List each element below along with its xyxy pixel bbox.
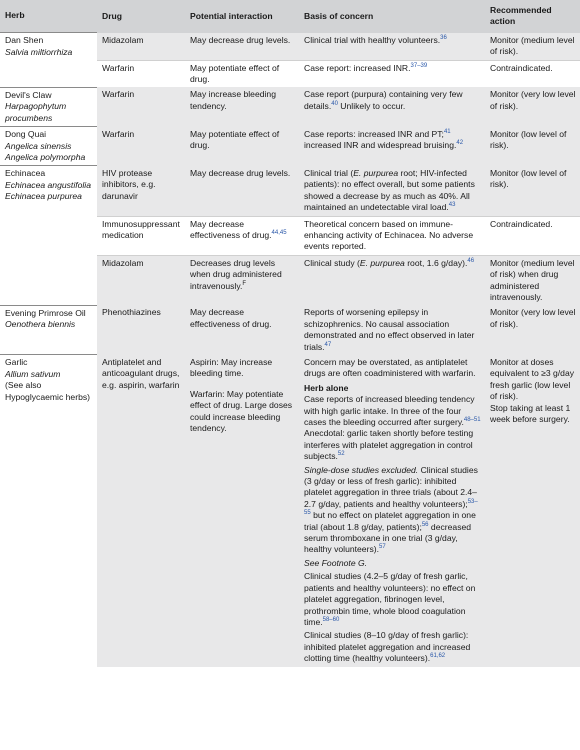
interaction-cell: May decrease effectiveness of drug. (185, 305, 299, 355)
basis-text: decreased serum thromboxane in one trial (3 g/day, healthy volunteers). (304, 521, 472, 555)
action-cell: Monitor (very low level of risk). (485, 87, 580, 126)
reference-link[interactable]: 47 (324, 341, 332, 348)
interaction-cell: May decrease drug levels. (185, 33, 299, 60)
reference-link[interactable]: 44,45 (271, 230, 287, 237)
basis-text: Clinical studies (4.2–5 g/day of fresh garlic, patients and healthy volunteers): no effect on platelet aggregation, fibrinogen level, prothrombin time, whole blood coagulation time. (304, 571, 476, 627)
drug-cell: Antiplatelet and anticoagulant drugs, e.g. aspirin, warfarin (97, 355, 185, 667)
action-cell (485, 355, 580, 667)
drug-cell: Warfarin (97, 60, 185, 87)
col-header-basis: Basis of concern (299, 0, 485, 33)
reference-link[interactable]: 43 (448, 202, 456, 209)
reference-link[interactable]: 53–55 (304, 498, 478, 517)
basis-text: root, 1.6 g/day). (404, 257, 468, 268)
drug-cell: Immunosuppressant medication (97, 216, 185, 255)
basis-text: Clinical studies (8–10 g/day of fresh garlic): inhibited platelet aggregation and increased clotting time (healthy volunteers). (304, 630, 471, 664)
table-row (0, 305, 580, 355)
reference-link[interactable]: 52 (337, 451, 345, 458)
col-header-drug: Drug (97, 0, 185, 33)
basis-text: Case reports of increased bleeding tendency with high garlic intake. In three of the four cases the bleeding occurred after surgery. (304, 394, 475, 427)
action-cell: Monitor (medium level of risk). (485, 33, 580, 60)
basis-text: Anecdotal: garlic taken shortly before testing interferes with platelet aggregation in control subjects. (304, 428, 474, 462)
action-cell: Monitor (medium level of risk) when drug administered intravenously. (485, 255, 580, 305)
basis-cell (299, 33, 485, 60)
interaction-text: Warfarin: May potentiate effect of drug. Large doses could increase bleeding tendency. (190, 388, 293, 433)
herb-cell (0, 355, 97, 667)
basis-text: Clinical trial ( (304, 167, 354, 178)
col-header-herb: Herb (0, 0, 97, 33)
herb-name: Devil's Claw (5, 89, 52, 100)
basis-cell (299, 355, 485, 667)
footnote-reference: See Footnote G. (304, 557, 368, 568)
herb-scientific-name: Angelica polymorpha (5, 151, 86, 162)
footnote-marker: F (242, 280, 247, 287)
basis-text: Clinical trial with healthy volunteers. (304, 34, 441, 45)
action-cell: Monitor (very low level of risk). (485, 305, 580, 355)
basis-text: Reports of worsening epilepsy in schizophrenics. No causal association demonstrated and no effect observed in later trials. (304, 307, 475, 352)
section-heading: Herb alone (304, 382, 349, 393)
herb-cell (0, 305, 97, 355)
basis-cell (299, 255, 485, 305)
interaction-cell: May decrease drug levels. (185, 166, 299, 216)
drug-cell: Midazolam (97, 33, 185, 60)
cross-reference-note: (See also Hypoglycaemic herbs) (5, 380, 91, 402)
reference-link[interactable]: 58–60 (322, 617, 340, 624)
action-cell: Monitor (low level of risk). (485, 166, 580, 216)
herb-name: Evening Primrose Oil (5, 307, 86, 318)
basis-text: E. purpurea (353, 167, 399, 178)
interaction-cell: May potentiate effect of drug. (185, 127, 299, 166)
basis-text: root; HIV-infected patients): no effect overall, but some patients showed a decrease by as much as 40%. All maintained an undetectable viral load. (304, 167, 475, 213)
herb-scientific-name: Oenothera biennis (5, 319, 76, 330)
basis-text: E. purpurea (359, 257, 405, 268)
reference-link[interactable]: 40 (331, 100, 338, 107)
basis-text: but no effect on platelet aggregation in one trial (about 1.8 g/day, patients); (304, 510, 476, 532)
interaction-text: Aspirin: May increase bleeding time. (190, 356, 273, 379)
basis-cell (299, 305, 485, 355)
reference-link[interactable]: 42 (456, 140, 464, 147)
herb-name: Garlic (5, 357, 28, 368)
basis-cell (299, 166, 485, 216)
basis-text: Case reports: increased INR and PT; (304, 128, 444, 139)
table-row (0, 87, 580, 126)
basis-text: Case report: increased INR. (304, 62, 411, 73)
reference-link[interactable]: 37–39 (410, 62, 428, 69)
header-row (0, 0, 580, 33)
action-text: Stop taking at least 1 week before surgery. (490, 402, 571, 424)
action-text: Monitor at doses equivalent to ≥3 g/day fresh garlic (low level of risk). (490, 356, 575, 402)
drug-cell: HIV protease inhibitors, e.g. darunavir (97, 166, 185, 216)
herb-scientific-name: Echinacea angustifolia (5, 179, 91, 190)
herb-cell (0, 127, 97, 166)
interaction-text: Decreases drug levels when drug administered intravenously. (190, 257, 282, 291)
table-row (0, 166, 580, 216)
drug-cell: Phenothiazines (97, 305, 185, 355)
reference-link[interactable]: 41 (443, 128, 451, 135)
basis-cell: Theoretical concern based on immune-enhancing activity of Echinacea. No adverse events reported. (299, 216, 485, 255)
reference-link[interactable]: 57 (379, 544, 386, 551)
drug-cell: Midazolam (97, 255, 185, 305)
basis-cell (299, 87, 485, 126)
table-row (0, 355, 580, 667)
herb-scientific-name: Harpagophytum procumbens (5, 101, 67, 123)
action-cell: Monitor (low level of risk). (485, 127, 580, 166)
basis-text: increased INR and widespread bruising. (304, 140, 457, 151)
herb-scientific-name: Angelica sinensis (5, 140, 72, 151)
interaction-cell: May increase bleeding tendency. (185, 87, 299, 126)
herb-cell (0, 87, 97, 126)
basis-text: Clinical study ( (304, 257, 360, 268)
reference-link[interactable]: 56 (421, 521, 429, 528)
basis-cell (299, 127, 485, 166)
basis-text: Unlikely to occur. (337, 100, 406, 111)
col-header-action: Recommended action (485, 0, 580, 33)
interaction-cell (185, 255, 299, 305)
basis-text: Concern may be overstated, as antiplatelet drugs are often coadministered with warfarin. (304, 356, 476, 379)
interaction-cell (185, 216, 299, 255)
herb-cell (0, 33, 97, 88)
herb-cell (0, 166, 97, 305)
herb-scientific-name: Salvia miltiorrhiza (5, 46, 73, 57)
basis-text: Single-dose studies excluded. (304, 464, 419, 475)
reference-link[interactable]: 61,62 (430, 653, 446, 660)
table-row (0, 33, 580, 60)
reference-link[interactable]: 36 (440, 34, 447, 41)
drug-cell: Warfarin (97, 87, 185, 126)
interaction-cell: May potentiate effect of drug. (185, 60, 299, 87)
col-header-interaction: Potential interaction (185, 0, 299, 33)
basis-cell (299, 60, 485, 87)
interaction-cell (185, 355, 299, 667)
interaction-text: May decrease effectiveness of drug. (190, 218, 272, 240)
action-cell: Contraindicated. (485, 60, 580, 87)
action-cell: Contraindicated. (485, 216, 580, 255)
reference-link[interactable]: 46 (467, 257, 475, 264)
basis-text: Case report (purpura) containing very few details. (304, 89, 463, 111)
herb-scientific-name: Allium sativum (5, 368, 61, 379)
reference-link[interactable]: 48–51 (463, 417, 481, 424)
herb-name: Dan Shen (5, 35, 44, 46)
herb-name: Dong Quai (5, 129, 47, 140)
table-row (0, 127, 580, 166)
basis-text: Clinical studies (3 g/day or less of fresh garlic): inhibited platelet aggregation in three trials (about 2.4–2.7 g/day, patients and healthy volunteers); (304, 464, 478, 509)
herb-name: Echinacea (5, 168, 46, 179)
herb-scientific-name: Echinacea purpurea (5, 191, 82, 202)
drug-cell: Warfarin (97, 127, 185, 166)
